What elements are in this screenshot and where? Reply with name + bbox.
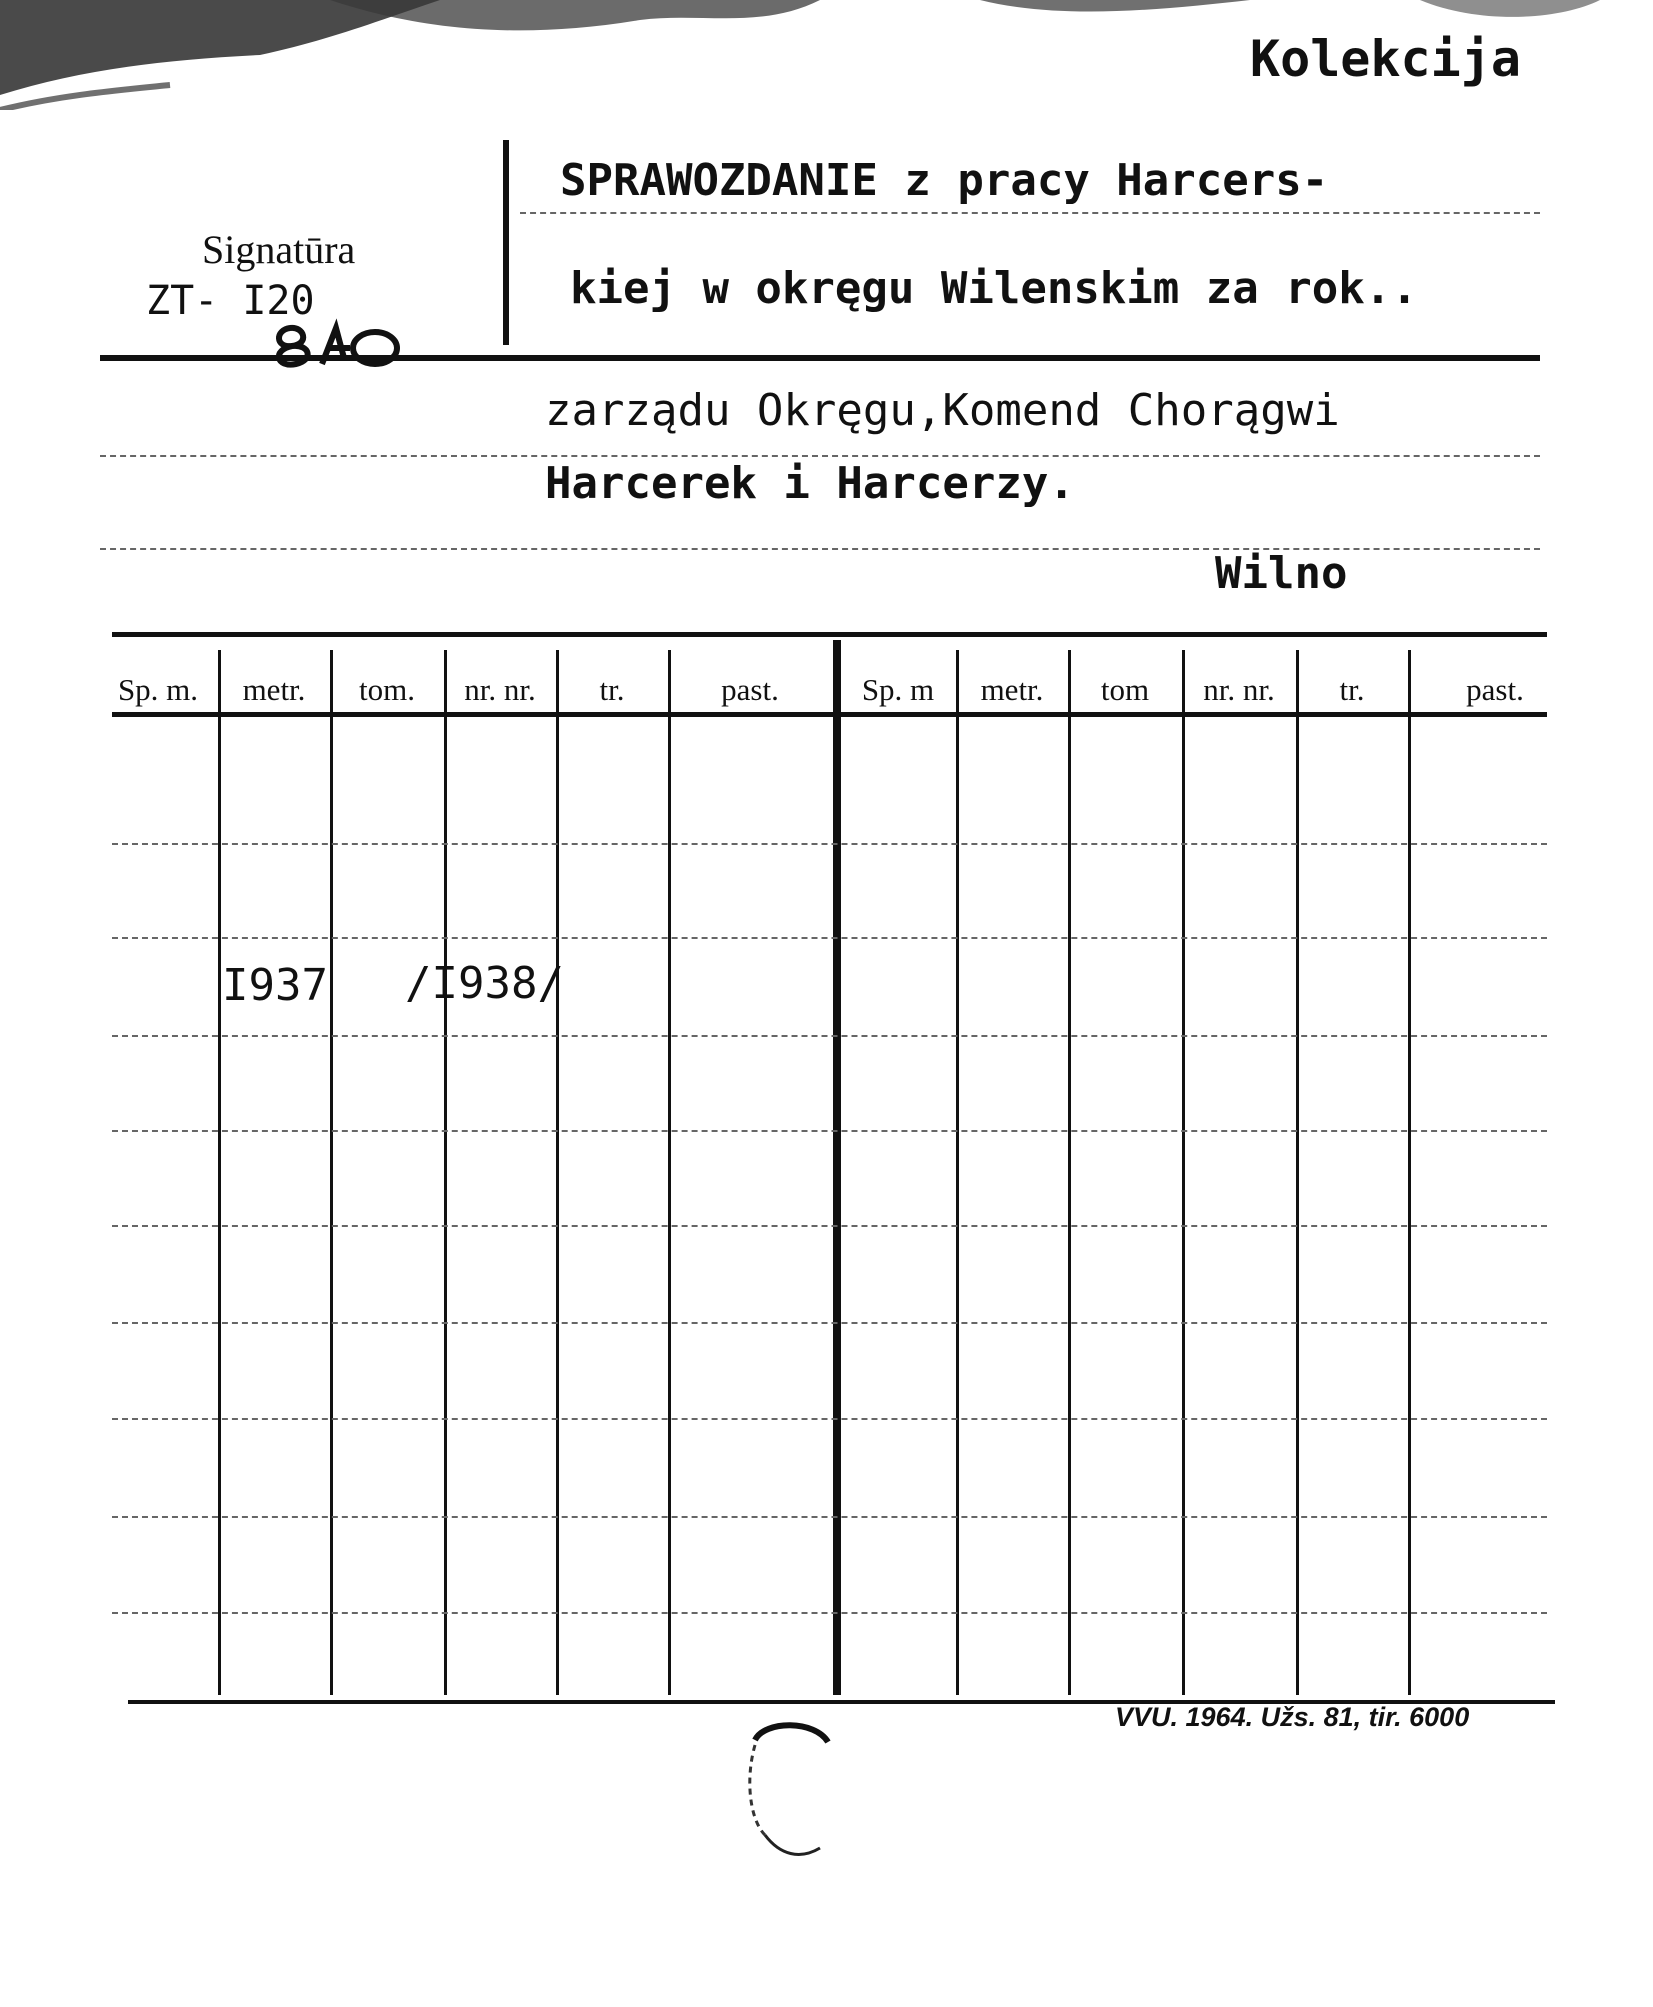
handwritten-number [270,318,410,370]
table-row [112,1516,1547,1518]
signatura-code: ZT- I20 [146,278,315,324]
table-header-border [112,712,1547,717]
column-separator [1182,650,1185,1695]
entry-year-start: I937 [222,960,328,1011]
hole-punch-mark [740,1720,840,1870]
header-tom: tom. [359,672,415,707]
table-row [112,1130,1547,1132]
header-past: past. [721,672,779,707]
printer-note: VVU. 1964. Užs. 81, tir. 6000 [1115,1702,1470,1732]
table-row [112,1225,1547,1227]
header-sp-m: Sp. m. [117,672,199,707]
table-row [112,1418,1547,1420]
subtitle-rule-1 [100,455,1540,457]
column-separator [218,650,221,1695]
column-separator [444,650,447,1695]
header-tr: tr. [599,672,625,707]
title-divider-vertical [503,140,509,345]
entry-year-end: /I938/ [405,958,564,1009]
header-tr-right: tr. [1339,672,1365,707]
collection-label: Kolekcija [1250,30,1521,88]
header-tom-right: tom [1100,672,1150,707]
header-nr-nr: nr. nr. [464,672,536,707]
table-center-divider [833,640,841,1695]
document-title-line2: kiej w okręgu Wilenskim za rok.. [570,263,1418,314]
column-separator [556,650,559,1695]
column-separator [956,650,959,1695]
title-rule-2 [100,355,1540,361]
signatura-label: Signatūra [202,227,356,272]
place-name: Wilno [1215,548,1348,599]
title-rule-1 [520,212,1540,214]
column-separator [1408,650,1411,1695]
header-past-right: past. [1466,672,1524,707]
header-metr-right: metr. [980,672,1044,707]
document-title-line1: SPRAWOZDANIE z pracy Harcers- [560,155,1329,206]
table-top-border [112,632,1547,637]
header-metr: metr. [242,672,306,707]
header-sp-m-right: Sp. m [861,672,935,707]
table-row [112,1612,1547,1614]
subtitle-line2: Harcerek i Harcerzy. [545,458,1075,509]
table-row [112,1035,1547,1037]
column-separator [1296,650,1299,1695]
subtitle-line1: zarządu Okręgu,Komend Chorągwi [545,385,1340,436]
table-row [112,937,1547,939]
column-separator [330,650,333,1695]
header-nr-nr-right: nr. nr. [1203,672,1275,707]
column-separator [1068,650,1071,1695]
table-row [112,1322,1547,1324]
column-separator [668,650,671,1695]
table-row [112,843,1547,845]
